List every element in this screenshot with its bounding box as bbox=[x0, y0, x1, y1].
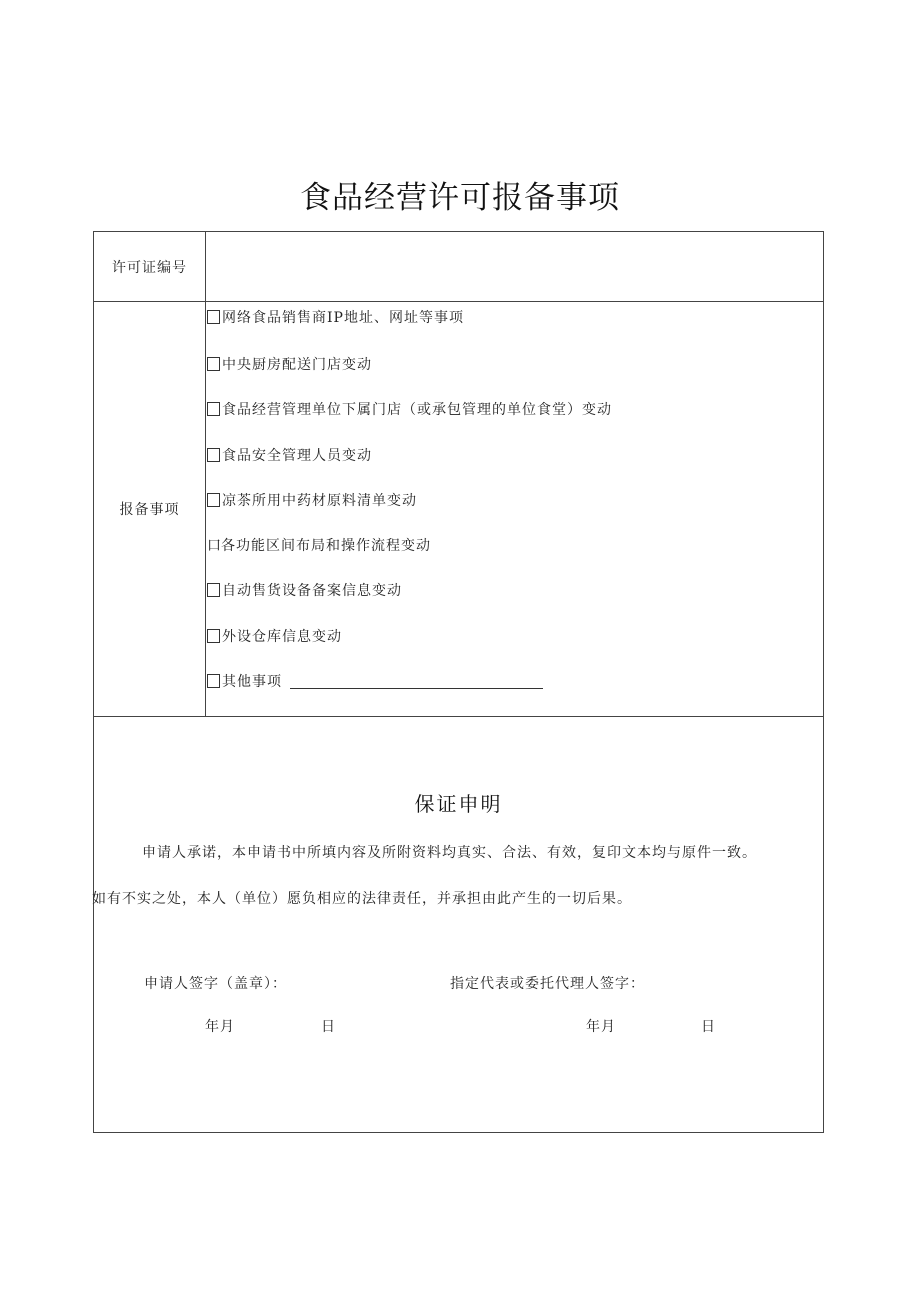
applicant-year-month: 年月 bbox=[205, 1019, 235, 1035]
declaration-line2: 如有不实之处，本人（单位）愿负相应的法律责任，并承担由此产生的一切后果。 bbox=[92, 891, 632, 907]
checkbox[interactable] bbox=[207, 310, 220, 324]
applicant-day: 日 bbox=[321, 1019, 336, 1035]
declaration-title: 保证申明 bbox=[414, 792, 503, 816]
applicant-signature-label: 申请人签字（盖章）： bbox=[144, 976, 287, 992]
checkbox[interactable] bbox=[207, 357, 220, 371]
checkbox[interactable] bbox=[207, 402, 220, 416]
list-item bbox=[207, 306, 464, 328]
list-item bbox=[207, 353, 372, 375]
filing-items-row bbox=[94, 301, 823, 717]
list-item bbox=[207, 398, 612, 420]
checkbox[interactable] bbox=[207, 448, 220, 462]
list-item bbox=[207, 579, 402, 601]
filing-form bbox=[93, 231, 824, 1133]
declaration-line1: 申请人承诺，本申请书中所填内容及所附资料均真实、合法、有效，复印文本均与原件一致。 bbox=[142, 845, 757, 861]
agent-signature-label: 指定代表或委托代理人签字： bbox=[450, 976, 645, 992]
agent-year-month: 年月 bbox=[586, 1019, 616, 1035]
license-number-label: 许可证编号 bbox=[94, 232, 206, 301]
item-label: 其他事项 bbox=[222, 674, 282, 690]
list-item bbox=[207, 444, 372, 466]
checkbox[interactable] bbox=[207, 629, 220, 643]
filing-items-label: 报备事项 bbox=[94, 301, 206, 716]
page-title: 食品经营许可报备事项 bbox=[300, 180, 620, 216]
list-item bbox=[207, 534, 431, 556]
checkbox[interactable] bbox=[207, 674, 220, 688]
list-item bbox=[207, 625, 342, 647]
item-label: 各功能区间布局和操作流程变动 bbox=[221, 538, 431, 554]
agent-day: 日 bbox=[701, 1019, 716, 1035]
checkbox-glyph[interactable]: 口 bbox=[207, 538, 222, 554]
item-label: 自动售货设备备案信息变动 bbox=[222, 583, 402, 599]
list-item bbox=[207, 489, 417, 511]
item-label: 中央厨房配送门店变动 bbox=[222, 357, 372, 373]
checkbox[interactable] bbox=[207, 493, 220, 507]
other-item-input[interactable] bbox=[290, 674, 543, 689]
license-number-field[interactable] bbox=[206, 232, 816, 301]
item-label: 食品安全管理人员变动 bbox=[222, 448, 372, 464]
checkbox[interactable] bbox=[207, 583, 220, 597]
list-item bbox=[207, 670, 543, 692]
item-label: 食品经营管理单位下属门店（或承包管理的单位食堂）变动 bbox=[222, 402, 612, 418]
license-number-row bbox=[94, 232, 823, 302]
item-label: 凉茶所用中药材原料清单变动 bbox=[222, 493, 417, 509]
item-label: 外设仓库信息变动 bbox=[222, 629, 342, 645]
filing-items-list bbox=[206, 301, 816, 716]
item-label: 网络食品销售商IP地址、网址等事项 bbox=[222, 310, 464, 326]
